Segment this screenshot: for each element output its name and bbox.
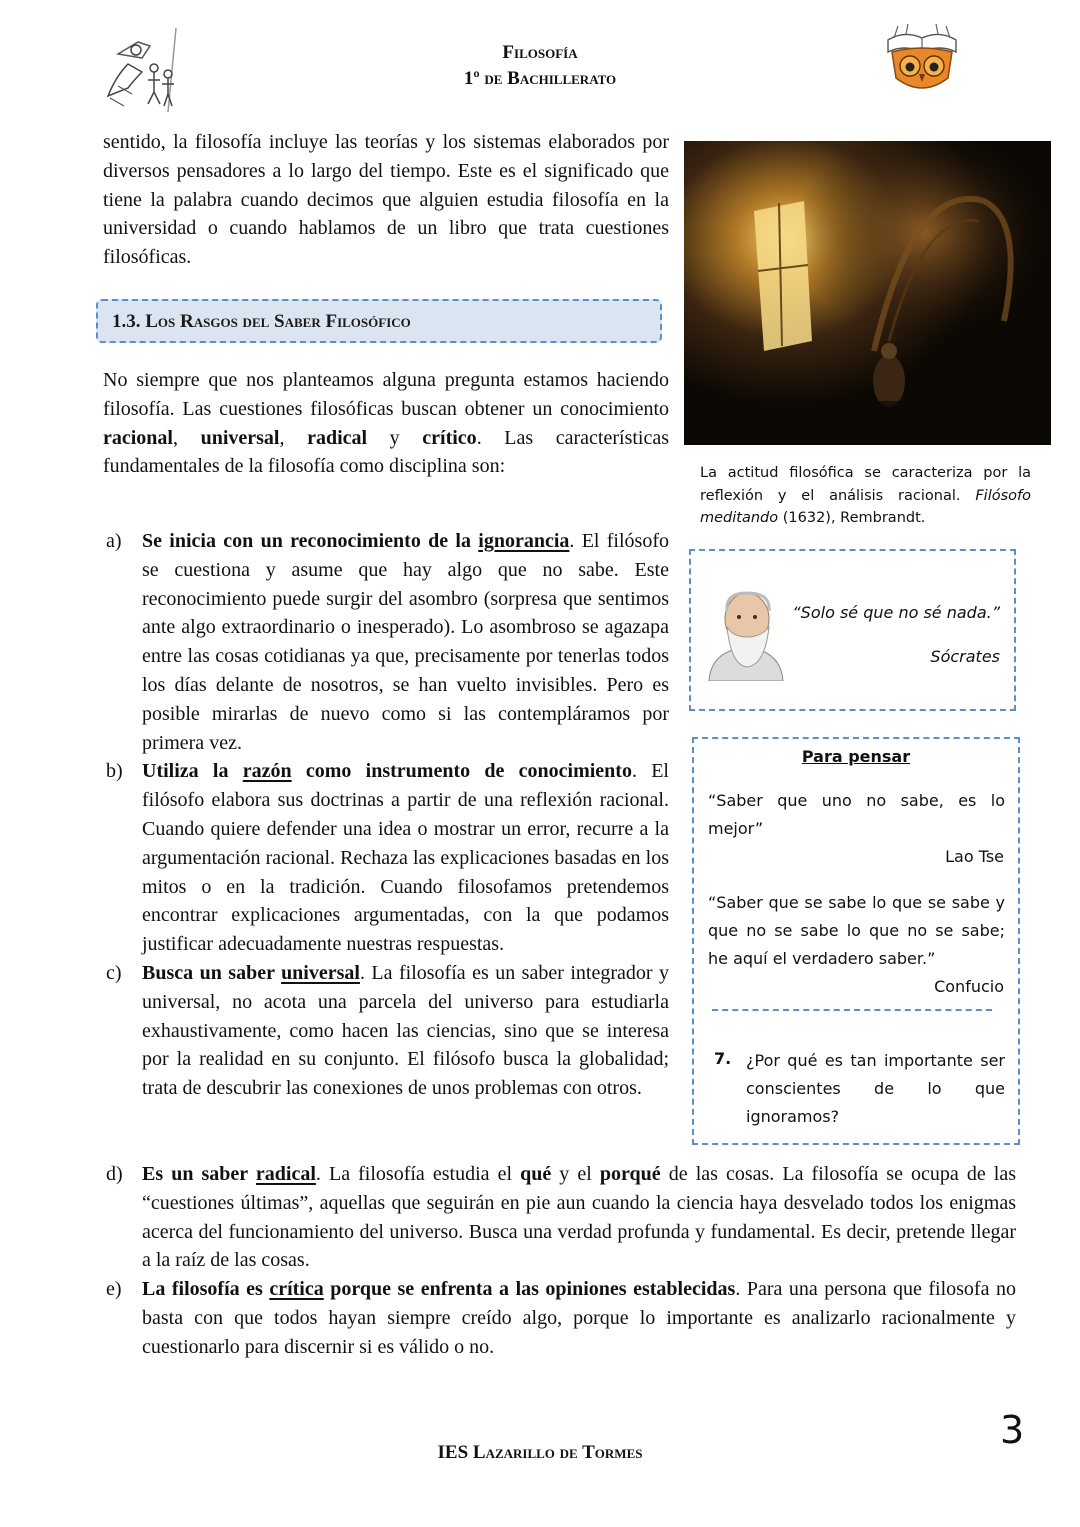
owl-book-logo bbox=[882, 22, 962, 96]
section-title: 1.3. Los Rasgos del Saber Filosófico bbox=[112, 311, 411, 332]
box-divider bbox=[712, 1009, 992, 1011]
lao-tse-quote: “Saber que uno no sabe, es lo mejor” bbox=[708, 791, 1005, 838]
section-header bbox=[96, 299, 662, 343]
para-pensar-title: Para pensar bbox=[801, 747, 911, 766]
para-pensar-box bbox=[692, 737, 1020, 1145]
list-item-a: a) Se inicia con un reconocimiento de la ignorancia. El filósofo se cuestiona y asume que hay algo que no sabe. Este reconocimiento puede surgir del asombro (sorpresa que sentimos ante algo extraordinario o inesperado). Lo asombroso se agazapa entre las cosas cotidianas ya que, precisamente por tenerlas todos los días delante de nosotros, se han vuelto invisibles. Pero es posible mirarlas de nuevo como si las contempláramos por primera vez. bbox=[106, 530, 669, 754]
socrates-quote-box bbox=[689, 549, 1016, 711]
intro-paragraph: sentido, la filosofía incluye las teorías y los sistemas elaborados por diversos pensadores a lo largo del tiempo. Este es el significado que tiene la palabra cuando decimos que alguien estudia filosofía en la universidad o cuando hablamos de un libro que trata cuestiones filosóficas. bbox=[103, 131, 669, 269]
painting-caption: La actitud filosófica se caracteriza por la reflexión y el análisis racional. Filósofo meditando (1632), Rembrandt. bbox=[700, 465, 1031, 526]
quote-text: “Solo sé que no sé nada.” bbox=[792, 603, 1000, 622]
characteristics-list-narrow bbox=[106, 527, 669, 1103]
lao-tse-author: Lao Tse bbox=[945, 847, 1004, 866]
list-item-b: b) Utiliza la razón como instrumento de conocimiento. El filósofo elabora sus doctrinas a partir de una reflexión racional. Cuando quiere defender una idea o mostrar un error, recurre a la argumentación racional. Rechaza las explicaciones basadas en los mitos o en la tradición. Cuando filosofamos pretendemos encontrar explicaciones argumentadas, con la que podamos justificar adecuadamente nuestras respuestas. bbox=[106, 760, 669, 956]
question-text: ¿Por qué es tan importante ser conscientes de lo que ignoramos? bbox=[746, 1051, 1005, 1126]
subject-title: Filosofía bbox=[502, 42, 578, 63]
quote-author: Sócrates bbox=[930, 647, 1000, 666]
characteristics-intro: No siempre que nos planteamos alguna pregunta estamos haciendo filosofía. Las cuestiones filosóficas buscan obtener un conocimiento racional, universal, radical y crítico. Las características fundamentales de la filosofía como disciplina son: bbox=[103, 369, 669, 478]
school-footer: IES Lazarillo de Tormes bbox=[437, 1442, 643, 1463]
socrates-bust-image bbox=[701, 581, 791, 681]
list-item-e: e) La filosofía es crítica porque se enfrenta a las opiniones establecidas. Para una persona que filosofa no basta con que todos hayan siempre creído algo, porque lo importante es analizarlo racionalmente y cuestionarlo para discernir si es válido o no. bbox=[106, 1278, 1016, 1358]
characteristics-list-wide bbox=[106, 1160, 1016, 1362]
confucio-author: Confucio bbox=[934, 977, 1004, 996]
page-number: 3 bbox=[1000, 1408, 1025, 1452]
philosopher-meditating-painting bbox=[684, 141, 1051, 445]
list-item-c: c) Busca un saber universal. La filosofía es un saber integrador y universal, no acota una parcela del universo para estudiarla exhaustivamente, como hacen las ciencias, sino que se interesa por la realidad en su conjunto. El filósofo busca la globalidad; trata de descubrir las conexiones de unos problemas con otros. bbox=[106, 961, 669, 1100]
list-item-d: d) Es un saber radical. La filosofía estudia el qué y el porqué de las cosas. La filosofía se ocupa de las “cuestiones últimas”, aquellas que seguirán en pie aun cuando la ciencia haya desvelado todos los enigmas acerca del funcionamiento del universo. Busca una verdad profunda y fundamental. Es decir, pretende llegar a la raíz de las cosas. bbox=[106, 1163, 1017, 1272]
course-title: 1º de Bachillerato bbox=[463, 68, 617, 89]
confucio-quote: “Saber que se sabe lo que se sabe y que no se sabe lo que no se sabe; he aquí el verdadero saber.” bbox=[708, 893, 1005, 968]
question-number: 7. bbox=[714, 1049, 732, 1068]
